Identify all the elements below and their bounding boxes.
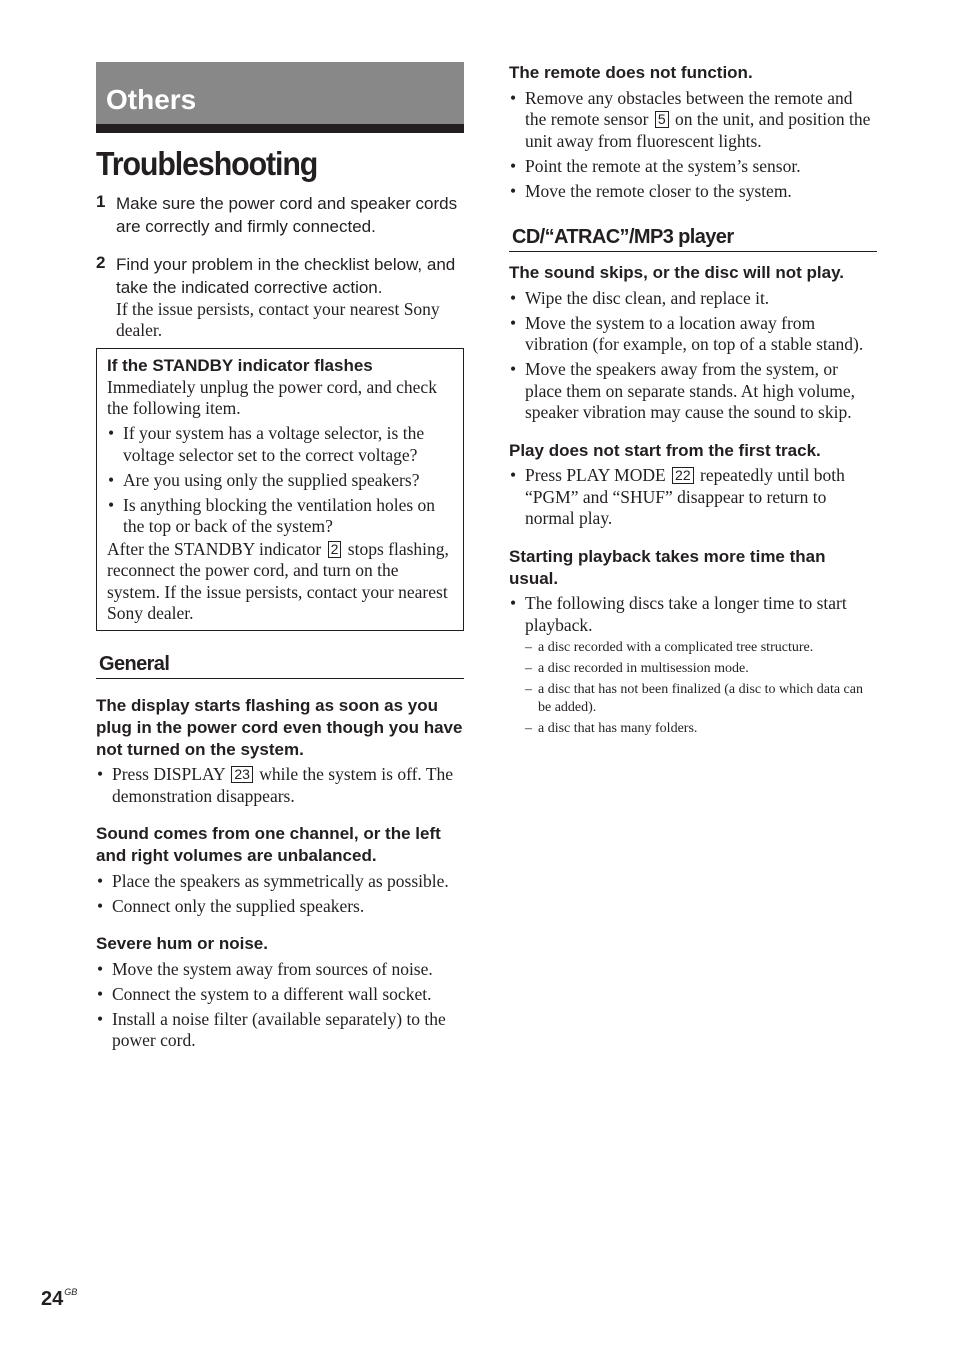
question-heading: Sound comes from one channel, or the left and right volumes are unbalanced.: [96, 824, 441, 866]
general-heading: General: [96, 653, 464, 679]
answer-list: [509, 593, 877, 636]
step-note: If the issue persists, contact your nearest Sony dealer.: [116, 298, 440, 341]
list-item: • The following discs take a longer time to start playback.: [510, 593, 847, 635]
list-item: • Connect the system to a different wall socket.: [97, 983, 432, 1004]
answer-list: [509, 88, 877, 203]
list-item: • Move the remote closer to the system.: [510, 180, 792, 201]
list-item: – a disc recorded in multisession mode.: [525, 661, 749, 676]
list-item: • Is anything blocking the ventilation holes on the top or back of the system?: [108, 494, 436, 537]
standby-warning-box: [96, 348, 464, 631]
list-item: • Move the system to a location away from vibration (for example, on top of a stable stand).: [510, 312, 864, 354]
list-item: – a disc that has not been finalized (a disc to which data can be added).: [525, 682, 863, 715]
list-item: • Press DISPLAY 23 while the system is off. The demonstration disappears.: [97, 764, 454, 806]
list-item: • Place the speakers as symmetrically as possible.: [97, 870, 449, 891]
step-text: Make sure the power cord and speaker cords are correctly and firmly connected.: [116, 193, 458, 236]
list-item: • Wipe the disc clean, and replace it.: [510, 287, 770, 308]
indicator-number-badge: 2: [328, 541, 342, 558]
disc-type-list: [509, 639, 877, 738]
answer-list: [96, 959, 464, 1052]
list-item: • Point the remote at the system’s sensor.: [510, 155, 801, 176]
step-number: 2: [96, 252, 106, 272]
list-item: – a disc recorded with a complicated tree structure.: [525, 640, 814, 655]
section-banner-title: Others: [106, 84, 197, 115]
list-item: • Move the speakers away from the system, or place them on separate stands. At high volume, speaker vibration may cause the sound to skip.: [510, 359, 855, 422]
question-heading: Play does not start from the first track.: [509, 440, 821, 460]
list-item: • Press PLAY MODE 22 repeatedly until both “PGM” and “SHUF” disappear to return to normal play.: [510, 465, 845, 528]
question-heading: The sound skips, or the disc will not play.: [509, 263, 845, 282]
answer-list: [509, 465, 877, 530]
standby-box-after: After the STANDBY indicator 2 stops flashing, reconnect the power cord, and turn on the system. If the issue persists, contact your nearest Sony dealer.: [107, 538, 449, 624]
step-2: [96, 253, 464, 342]
page-title: Troubleshooting: [96, 145, 318, 182]
list-item: • Connect only the supplied speakers.: [97, 895, 365, 916]
standby-box-list: [107, 423, 454, 538]
list-item: • Move the system away from sources of noise.: [97, 958, 433, 979]
list-item: • Install a noise filter (available separately) to the power cord.: [97, 1008, 446, 1051]
left-column: [96, 62, 464, 1052]
page-number: $24^{GB}$: [41, 1287, 78, 1310]
step-text: Find your problem in the checklist below, and take the indicated corrective action.: [116, 254, 456, 297]
answer-list: [96, 871, 464, 918]
question-heading: The display starts flashing as soon as you plug in the power cord even though you have not turned on the system.: [96, 695, 463, 759]
step-number: 1: [96, 191, 106, 211]
list-item: – a disc that has many folders.: [525, 721, 698, 736]
standby-box-heading: If the STANDBY indicator flashes: [107, 355, 373, 375]
answer-list: [509, 288, 877, 424]
cd-player-heading: CD/“ATRAC”/MP3 player: [509, 226, 877, 252]
question-heading: The remote does not function.: [509, 63, 753, 82]
right-column: [509, 62, 877, 738]
question-heading: Severe hum or noise.: [96, 934, 268, 954]
list-item: • If your system has a voltage selector, is the voltage selector set to the correct voltage?: [108, 423, 425, 465]
button-number-badge: 22: [672, 467, 694, 484]
page-number-suffix: GB: [64, 1287, 78, 1297]
section-banner: [96, 62, 464, 133]
answer-list: [96, 764, 464, 807]
sensor-number-badge: 5: [655, 111, 669, 128]
question-heading: Starting playback takes more time than usual.: [509, 546, 826, 588]
list-item: • Remove any obstacles between the remote and the remote sensor 5 on the unit, and position the unit away from fluorescent lights.: [510, 87, 871, 151]
standby-box-intro: Immediately unplug the power cord, and check the following item.: [107, 376, 437, 419]
list-item: • Are you using only the supplied speakers?: [108, 469, 420, 490]
button-number-badge: 23: [231, 766, 253, 783]
step-1: [96, 192, 464, 238]
